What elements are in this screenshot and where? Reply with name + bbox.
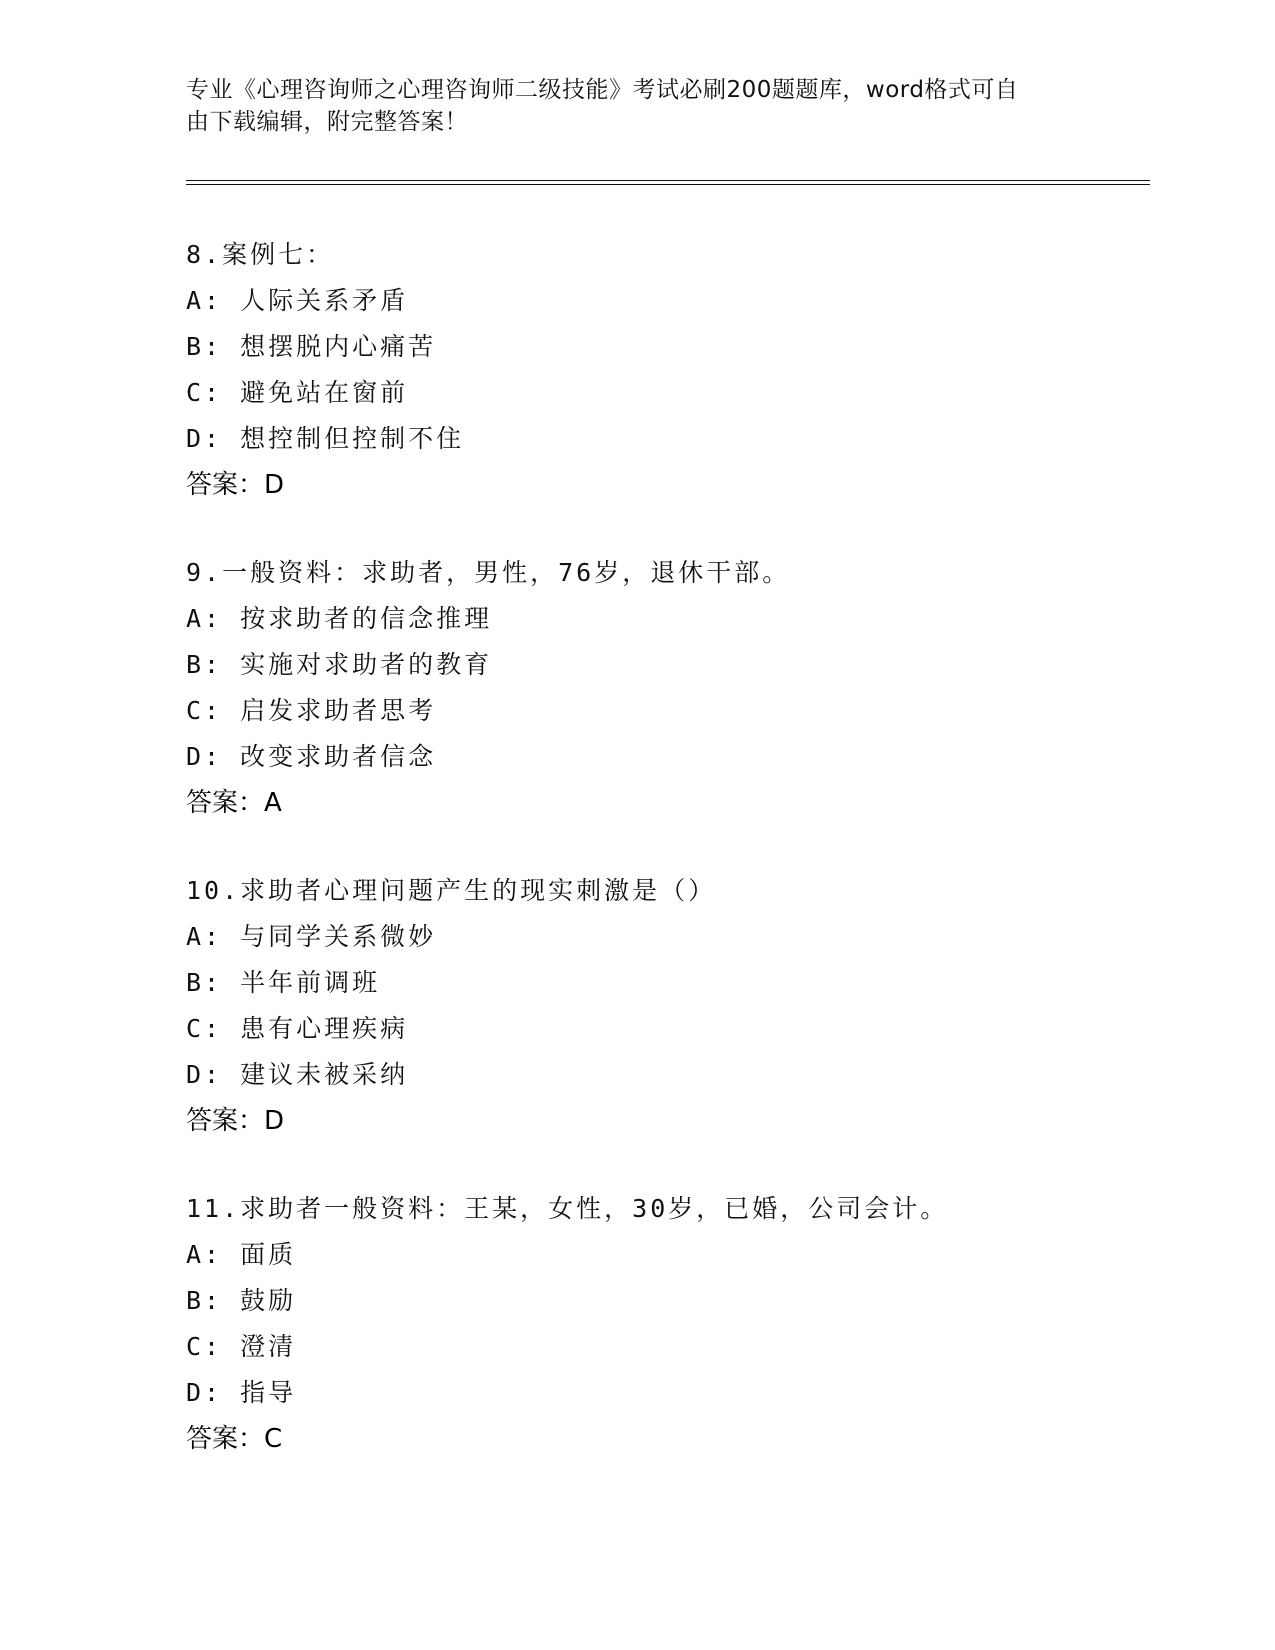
header-line-2: 由下载编辑，附完整答案！ <box>186 109 468 135</box>
option-b: B: 实施对求助者的教育 <box>186 650 493 679</box>
option-a: A: 按求助者的信念推理 <box>186 604 493 633</box>
question-block <box>186 1186 1146 1462</box>
answer-line: 答案：D <box>186 470 285 500</box>
option-c: C: 避免站在窗前 <box>186 378 409 407</box>
option-d: D: 改变求助者信念 <box>186 742 437 771</box>
option-b: B: 半年前调班 <box>186 968 381 997</box>
option-c: C: 澄清 <box>186 1332 297 1361</box>
header-divider-bottom <box>186 184 1150 185</box>
question-block <box>186 232 1146 508</box>
option-d: D: 想控制但控制不住 <box>186 424 465 453</box>
option-b: B: 鼓励 <box>186 1286 297 1315</box>
question-stem: 10.求助者心理问题产生的现实刺激是（） <box>186 876 717 905</box>
option-a: A: 与同学关系微妙 <box>186 922 437 951</box>
question-stem: 9.一般资料：求助者，男性，76岁，退休干部。 <box>186 558 791 587</box>
option-d: D: 建议未被采纳 <box>186 1060 409 1089</box>
option-c: C: 启发求助者思考 <box>186 696 437 725</box>
answer-line: 答案：A <box>186 788 282 818</box>
option-b: B: 想摆脱内心痛苦 <box>186 332 437 361</box>
option-d: D: 指导 <box>186 1378 297 1407</box>
option-c: C: 患有心理疾病 <box>186 1014 409 1043</box>
option-a: A: 面质 <box>186 1240 297 1269</box>
answer-line: 答案：C <box>186 1424 283 1454</box>
question-stem: 8.案例七： <box>186 240 335 269</box>
question-block <box>186 868 1146 1144</box>
option-a: A: 人际关系矛盾 <box>186 286 409 315</box>
document-header <box>186 74 1086 138</box>
question-block <box>186 550 1146 826</box>
answer-line: 答案：D <box>186 1106 285 1136</box>
header-line-1: 专业《心理咨询师之心理咨询师二级技能》考试必刷200题题库，word格式可自 <box>186 77 1019 103</box>
header-divider-top <box>186 180 1150 181</box>
question-stem: 11.求助者一般资料：王某，女性，30岁，已婚，公司会计。 <box>186 1194 949 1223</box>
